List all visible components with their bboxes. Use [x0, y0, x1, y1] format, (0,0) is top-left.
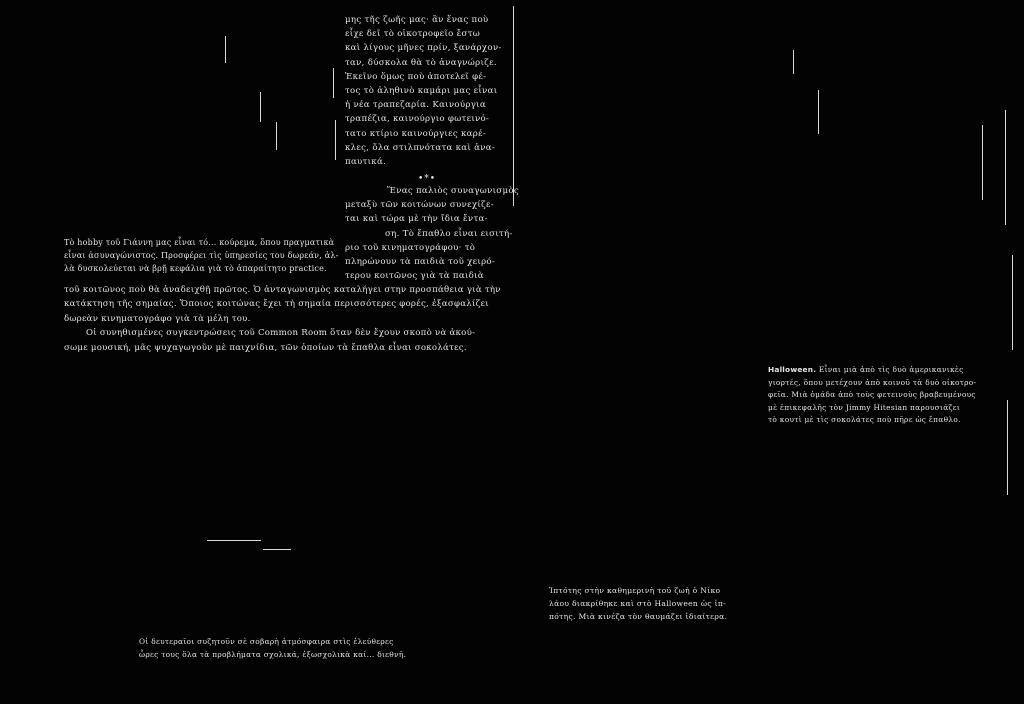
- article-column-top-right: [345, 13, 502, 169]
- text-line: τατο κτίριο καινούργιες καρέ-: [345, 128, 487, 139]
- text-line: παυτικά.: [345, 157, 387, 168]
- text-line: λὰ δυσκολεύεται νὰ βρῇ κεφάλια γιὰ τὸ ἀπαραίτητο practice.: [64, 264, 327, 274]
- scan-line: [207, 540, 261, 541]
- text-line: πληρώνουν τὰ παιδιὰ τοῦ χειρό-: [345, 257, 496, 268]
- caption-first-line: [768, 364, 976, 377]
- scan-line: [1007, 400, 1008, 495]
- scan-line: [982, 125, 983, 200]
- scan-line: [818, 90, 819, 134]
- article-column-mid-right: [345, 184, 519, 283]
- scan-line: [1012, 255, 1013, 350]
- scan-line: [513, 6, 514, 206]
- text-line: κατάκτηση τῆς σημαίας. Ὅποιος κοιτώνας ἔχει τὴ σημαία περισσότερες φορές, ἐξασφαλίζει: [64, 299, 489, 310]
- photo-caption-halloween: [768, 364, 976, 427]
- scan-line: [793, 50, 794, 74]
- text-line: ταν, δύσκολα θὰ τὸ ἀναγνώριζε.: [345, 57, 497, 68]
- text-line: Οἱ συνηθισμένες συγκεντρώσεις τοῦ Common Room ὅταν δὲν ἔχουν σκοπὸ νὰ ἀκού-: [86, 328, 476, 339]
- text-line: τὸ κουτὶ μὲ τὶς σοκολάτες ποὺ πῆρε ὡς ἔπαθλο.: [768, 415, 961, 425]
- section-separator: •*•: [418, 174, 437, 184]
- text-line: ὧρες τους ὅλα τὰ προβλήματα σχολικά, ἐξωσχολικὰ καί... διεθνῆ.: [139, 649, 407, 659]
- scan-line: [260, 92, 261, 122]
- text-line: λάου διακρίθηκε καὶ στὸ Halloween ὡς ἱπ-: [549, 599, 727, 609]
- text-line: πότης. Μιὰ κινέζα τὸν θαυμάζει ἰδιαίτερα.: [549, 612, 728, 622]
- text-line: δωρεὰν κινηματογράφο γιὰ τὰ μέλη του.: [64, 313, 251, 324]
- text-line: μὲ ἐπικεφαλῆς τὸν Jimmy Hitesian παρουσιάζει: [768, 402, 961, 412]
- text-line: ριο τοῦ κινηματογράφου· τὸ: [345, 242, 476, 253]
- text-line: κλες, ὅλα στιλπνότατα καὶ ἀνα-: [345, 142, 496, 153]
- text-line: Ἰπτότης στὴν καθημερινὴ τοῦ ζωὴ ὁ Νίκο: [549, 586, 721, 595]
- scan-line: [333, 68, 334, 98]
- text-line: σωμε μουσική, μᾶς ψυχαγωγοῦν μὲ παιχνίδια, τῶν ὁποίων τὰ ἔπαθλα εἶναι σοκολάτες.: [64, 342, 467, 353]
- photo-caption-rider: [549, 584, 727, 624]
- text-line: τος τὸ ἀληθινὸ καμάρι μας εἶναι: [345, 86, 498, 97]
- scan-line: [1005, 110, 1006, 225]
- text-line: ται καὶ τώρα μὲ τὴν ἴδια ἔντα-: [345, 214, 488, 225]
- article-wide-paragraph: [64, 283, 501, 355]
- text-line: τοῦ κοιτῶνος ποὺ θὰ ἀναδειχθῇ πρῶτος. Ὁ ἀνταγωνισμὸς καταλήγει στην προσπάθεια γιὰ τὴν: [64, 285, 501, 295]
- scan-line: [225, 36, 226, 63]
- text-line: Εἶναι μιὰ ἀπὸ τὶς δυὸ ἀμερικανικὲς: [818, 365, 964, 374]
- scan-line: [263, 549, 291, 550]
- hobby-paragraph: [64, 236, 339, 276]
- text-line: εἶχε δεῖ τὸ οἰκοτροφεῖο ἔστω: [345, 29, 481, 40]
- photo-caption-seniors: [139, 636, 406, 662]
- text-line: Ἕνας παλιὸς συναγωνισμὸς: [387, 186, 519, 196]
- caption-heading: Halloween.: [768, 365, 817, 374]
- text-line: τραπέζια, καινούργιο φωτεινό-: [345, 114, 490, 125]
- text-line: Τὸ hobby τοῦ Γιάννη μας εἶναι τό... κούρεμα, ὅπου πραγματικὰ: [64, 238, 335, 247]
- text-line: τερου κοιτῶνος γιὰ τὰ παιδιὰ: [345, 271, 484, 282]
- text-line: ση. Τὸ ἔπαθλο εἶναι εισιτή-: [385, 228, 513, 239]
- scan-line: [335, 120, 336, 160]
- text-line: γιορτές, ὅπου μετέχουν ἀπὸ κοινοῦ τὰ δυὸ οἰκοτρο-: [768, 377, 977, 387]
- text-line: Ἐκεῖνο ὅμως ποὺ ἀποτελεῖ φέ-: [345, 71, 487, 82]
- text-line: ἡ νέα τραπεζαρία. Καινούργια: [345, 100, 486, 111]
- text-line: φεῖα. Μιὰ ὁμάδα ἀπὸ τοὺς φετεινοὺς βραβευμένους: [768, 390, 976, 400]
- text-line: Οἱ δευτεραῖοι συζητοῦν σὲ σοβαρὴ ἀτμόσφαιρα στὶς ἐλεύθερες: [139, 637, 394, 646]
- text-line: μης τῆς ζωῆς μας· ἂν ἕνας ποὺ: [345, 15, 489, 25]
- text-line: μεταξὺ τῶν κοιτώνων συνεχίζε-: [345, 200, 494, 211]
- scan-line: [276, 122, 277, 150]
- text-line: εἶναι ἀσυναγώνιστος. Προσφέρει τὶς ὑπηρεσίες του δωρεάν, ἀλ-: [64, 251, 339, 261]
- text-line: καὶ λίγους μῆνες πρίν, ξανάρχον-: [345, 43, 502, 54]
